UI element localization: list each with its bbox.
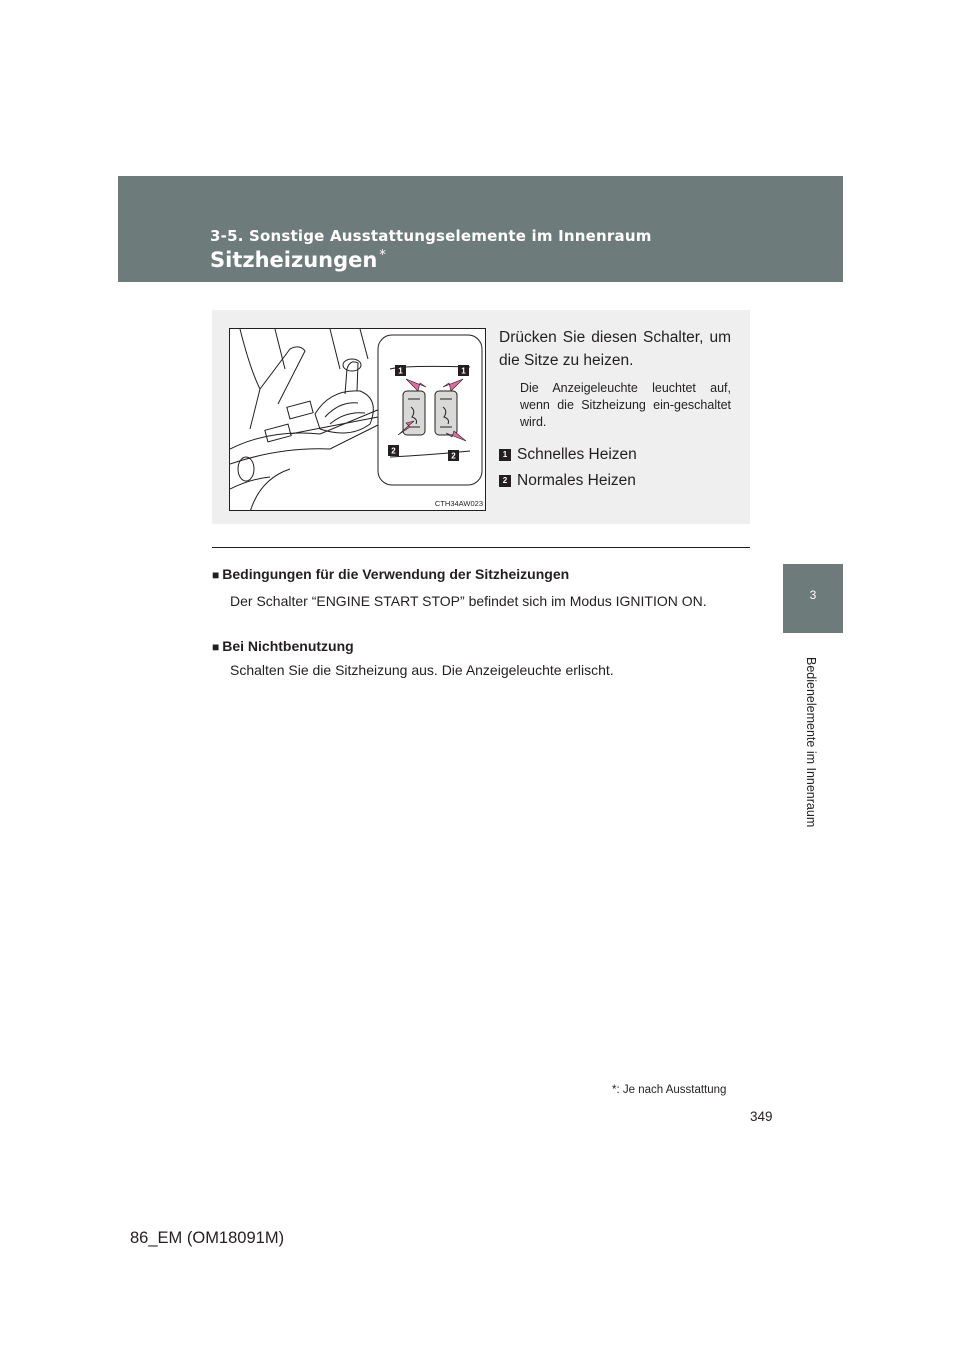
- legend-item-normal-heat: [499, 472, 636, 490]
- callout-1-left-label: 1: [398, 366, 403, 376]
- footnote: *: Je nach Ausstattung: [612, 1084, 727, 1096]
- heading-text: Bedingungen für die Verwendung der Sitzheizungen: [222, 566, 570, 582]
- divider: [212, 547, 750, 548]
- page-title: [210, 248, 386, 272]
- bullet-square: ■: [212, 568, 220, 582]
- callout-2-right-label: 2: [451, 451, 456, 461]
- conditions-text: Der Schalter “ENGINE START STOP” befindet sich im Modus IGNITION ON.: [230, 593, 707, 609]
- nonuse-text: Schalten Sie die Sitzheizung aus. Die Anzeigeleuchte erlischt.: [230, 662, 614, 678]
- console-drawing: [230, 329, 486, 511]
- heading-text: Bei Nichtbenutzung: [222, 638, 354, 654]
- legend-label: Schnelles Heizen: [517, 446, 637, 463]
- conditions-heading: [212, 566, 569, 582]
- chapter-header: [118, 176, 843, 282]
- legend-label: Normales Heizen: [517, 472, 636, 489]
- seat-heater-illustration: [229, 328, 486, 511]
- instruction-text: Drücken Sie diesen Schalter, um die Sitze zu heizen.: [499, 329, 731, 369]
- callout-2-left-label: 2: [391, 446, 396, 456]
- page-title-text: Sitzheizungen: [210, 248, 378, 272]
- document-id: 86_EM (OM18091M): [130, 1229, 285, 1247]
- figure-panel: [212, 310, 750, 524]
- figure-code: CTH34AW023: [434, 499, 483, 508]
- chapter-tab: [783, 564, 843, 633]
- legend-number: 1: [499, 449, 511, 461]
- bullet-square: ■: [212, 640, 220, 654]
- chapter-side-label: Bedienelemente im Innenraum: [804, 657, 818, 828]
- indicator-note: Die Anzeigeleuchte leuchtet auf, wenn die Sitzheizung ein-geschaltet wird.: [520, 381, 731, 429]
- section-title: 3-5. Sonstige Ausstattungselemente im Innenraum: [210, 227, 652, 245]
- legend-item-fast-heat: [499, 446, 637, 464]
- callout-1-right-label: 1: [461, 366, 466, 376]
- chapter-number: 3: [809, 588, 817, 602]
- legend-number: 2: [499, 475, 511, 487]
- page-number: 349: [750, 1109, 773, 1124]
- title-asterisk: *: [379, 248, 386, 263]
- nonuse-heading: [212, 638, 354, 654]
